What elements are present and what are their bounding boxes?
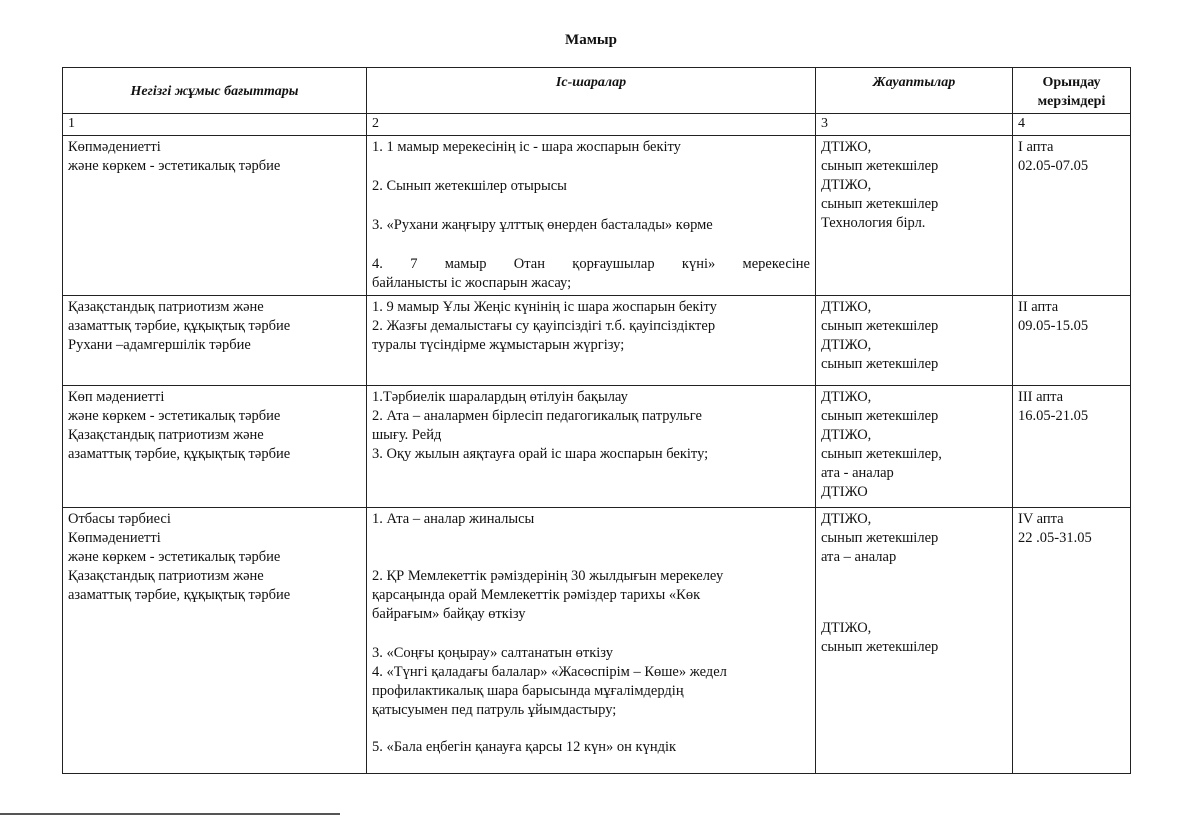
table-row <box>63 296 1131 386</box>
responsible-cell <box>816 136 1013 296</box>
events-cell <box>367 296 816 386</box>
direction-text: Көп мәдениетті <box>68 389 165 405</box>
responsible-text: ата – аналар <box>821 549 897 565</box>
table-row <box>63 136 1131 296</box>
column-number: 3 <box>816 114 1013 136</box>
event-text: байрағым» байқау өткізу <box>372 606 526 622</box>
direction-text: Қазақстандық патриотизм және <box>68 299 264 315</box>
direction-text: Рухани –адамгершілік тәрбие <box>68 337 251 353</box>
direction-text: Көпмәдениетті <box>68 139 161 155</box>
directions-cell <box>63 136 367 296</box>
responsible-text: сынып жетекшілер <box>821 158 939 174</box>
direction-text: Отбасы тәрбиесі <box>68 511 171 527</box>
event-text: туралы түсіндірме жұмыстарын жүргізу; <box>372 337 625 353</box>
responsible-text: ДТІЖО, <box>821 389 872 405</box>
event-text: 2. ҚР Мемлекеттік рәміздерінің 30 жылдығын мерекелеу <box>372 568 724 584</box>
directions-cell <box>63 386 367 508</box>
event-text: 4. «Түнгі қаладағы балалар» «Жасөспірім – Көше» жедел <box>372 664 727 680</box>
column-number: 1 <box>63 114 367 136</box>
responsible-text: сынып жетекшілер <box>821 196 939 212</box>
direction-text: азаматтық тәрбие, құқықтық тәрбие <box>68 587 291 603</box>
directions-cell <box>63 508 367 774</box>
events-cell <box>367 386 816 508</box>
event-text: 1.Тәрбиелік шаралардың өтілуін бақылау <box>372 389 628 405</box>
table-row <box>63 508 1131 774</box>
event-text: 3. «Рухани жаңғыру ұлттық өнерден басталады» көрме <box>372 217 713 233</box>
responsible-text: ДТІЖО, <box>821 337 872 353</box>
direction-text: азаматтық тәрбие, құқықтық тәрбие <box>68 446 291 462</box>
event-text: қарсаңында орай Мемлекеттік рәміздер тарихы «Көк <box>372 587 701 603</box>
responsible-text: ДТІЖО <box>821 484 868 500</box>
spacer <box>372 529 810 567</box>
spacer <box>821 567 1007 619</box>
direction-text: азаматтық тәрбие, құқықтық тәрбие <box>68 318 291 334</box>
responsible-text: сынып жетекшілер <box>821 639 939 655</box>
spacer <box>372 235 810 255</box>
header-row <box>63 68 1131 114</box>
event-text: шығу. Рейд <box>372 427 442 443</box>
deadline-week: IV апта <box>1018 511 1064 527</box>
direction-text: және көркем - эстетикалық тәрбие <box>68 158 281 174</box>
directions-cell <box>63 296 367 386</box>
event-text: 1. Ата – аналар жиналысы <box>372 511 535 527</box>
deadline-dates: 02.05-07.05 <box>1018 158 1089 174</box>
responsible-cell <box>816 386 1013 508</box>
event-text: 2. Сынып жетекшілер отырысы <box>372 178 567 194</box>
event-text: байланысты іс жоспарын жасау; <box>372 275 572 291</box>
event-text: 3. Оқу жылын аяқтауға орай іс шара жоспарын бекіту; <box>372 446 709 462</box>
events-cell <box>367 508 816 774</box>
direction-text: Қазақстандық патриотизм және <box>68 568 264 584</box>
event-text: 1. 9 мамыр Ұлы Жеңіс күнінің іс шара жоспарын бекіту <box>372 299 717 315</box>
responsible-text: ДТІЖО, <box>821 511 872 527</box>
responsible-cell <box>816 296 1013 386</box>
deadline-dates: 09.05-15.05 <box>1018 318 1089 334</box>
responsible-cell <box>816 508 1013 774</box>
spacer <box>372 720 810 738</box>
responsible-text: ДТІЖО, <box>821 427 872 443</box>
event-text: 2. Жазғы демалыстағы су қауіпсіздігі т.б. қауіпсіздіктер <box>372 318 716 334</box>
column-number-row <box>63 114 1131 136</box>
column-number: 4 <box>1013 114 1131 136</box>
responsible-text: сынып жетекшілер, <box>821 446 942 462</box>
responsible-text: ДТІЖО, <box>821 177 872 193</box>
events-cell <box>367 136 816 296</box>
deadline-cell <box>1013 136 1131 296</box>
responsible-text: ДТІЖО, <box>821 620 872 636</box>
direction-text: және көркем - эстетикалық тәрбие <box>68 549 281 565</box>
responsible-text: сынып жетекшілер <box>821 356 939 372</box>
responsible-text: сынып жетекшілер <box>821 530 939 546</box>
deadline-week: ІІ апта <box>1018 299 1059 315</box>
spacer <box>372 196 810 216</box>
spacer <box>372 624 810 644</box>
header-directions: Негізгі жұмыс бағыттары <box>63 68 367 114</box>
event-text: қатысуымен пед патруль ұйымдастыру; <box>372 702 617 718</box>
direction-text: Көпмәдениетті <box>68 530 161 546</box>
deadline-cell <box>1013 386 1131 508</box>
page-title: Мамыр <box>565 32 617 48</box>
event-text: 4. 7 мамыр Отан қорғаушылар күні» мерекесіне <box>372 256 810 272</box>
responsible-text: ата - аналар <box>821 465 894 481</box>
spacer <box>372 157 810 177</box>
deadline-week: ІІІ апта <box>1018 389 1064 405</box>
direction-text: және көркем - эстетикалық тәрбие <box>68 408 281 424</box>
header-responsible: Жауаптылар <box>816 68 1013 114</box>
event-text: 2. Ата – аналармен бірлесіп педагогикалық патрульге <box>372 408 702 424</box>
column-number: 2 <box>367 114 816 136</box>
deadline-dates: 22 .05-31.05 <box>1018 530 1092 546</box>
responsible-text: сынып жетекшілер <box>821 318 939 334</box>
responsible-text: сынып жетекшілер <box>821 408 939 424</box>
header-deadlines: Орындау мерзімдері <box>1013 68 1131 114</box>
event-text: профилактикалық шара барысында мұғалімдердің <box>372 683 684 699</box>
responsible-text: ДТІЖО, <box>821 139 872 155</box>
direction-text: Қазақстандық патриотизм және <box>68 427 264 443</box>
deadline-cell <box>1013 508 1131 774</box>
page-bottom-rule <box>0 813 340 815</box>
plan-table <box>62 67 1131 774</box>
deadline-week: І апта <box>1018 139 1054 155</box>
table-row <box>63 386 1131 508</box>
responsible-text: Технология бірл. <box>821 215 926 231</box>
deadline-cell <box>1013 296 1131 386</box>
event-text: 3. «Соңғы қоңырау» салтанатын өткізу <box>372 645 613 661</box>
header-events: Іс-шаралар <box>367 68 816 114</box>
event-text: 1. 1 мамыр мерекесінің іс - шара жоспарын бекіту <box>372 139 681 155</box>
event-text: 5. «Бала еңбегін қанауға қарсы 12 күн» он күндік <box>372 739 677 755</box>
responsible-text: ДТІЖО, <box>821 299 872 315</box>
deadline-dates: 16.05-21.05 <box>1018 408 1089 424</box>
